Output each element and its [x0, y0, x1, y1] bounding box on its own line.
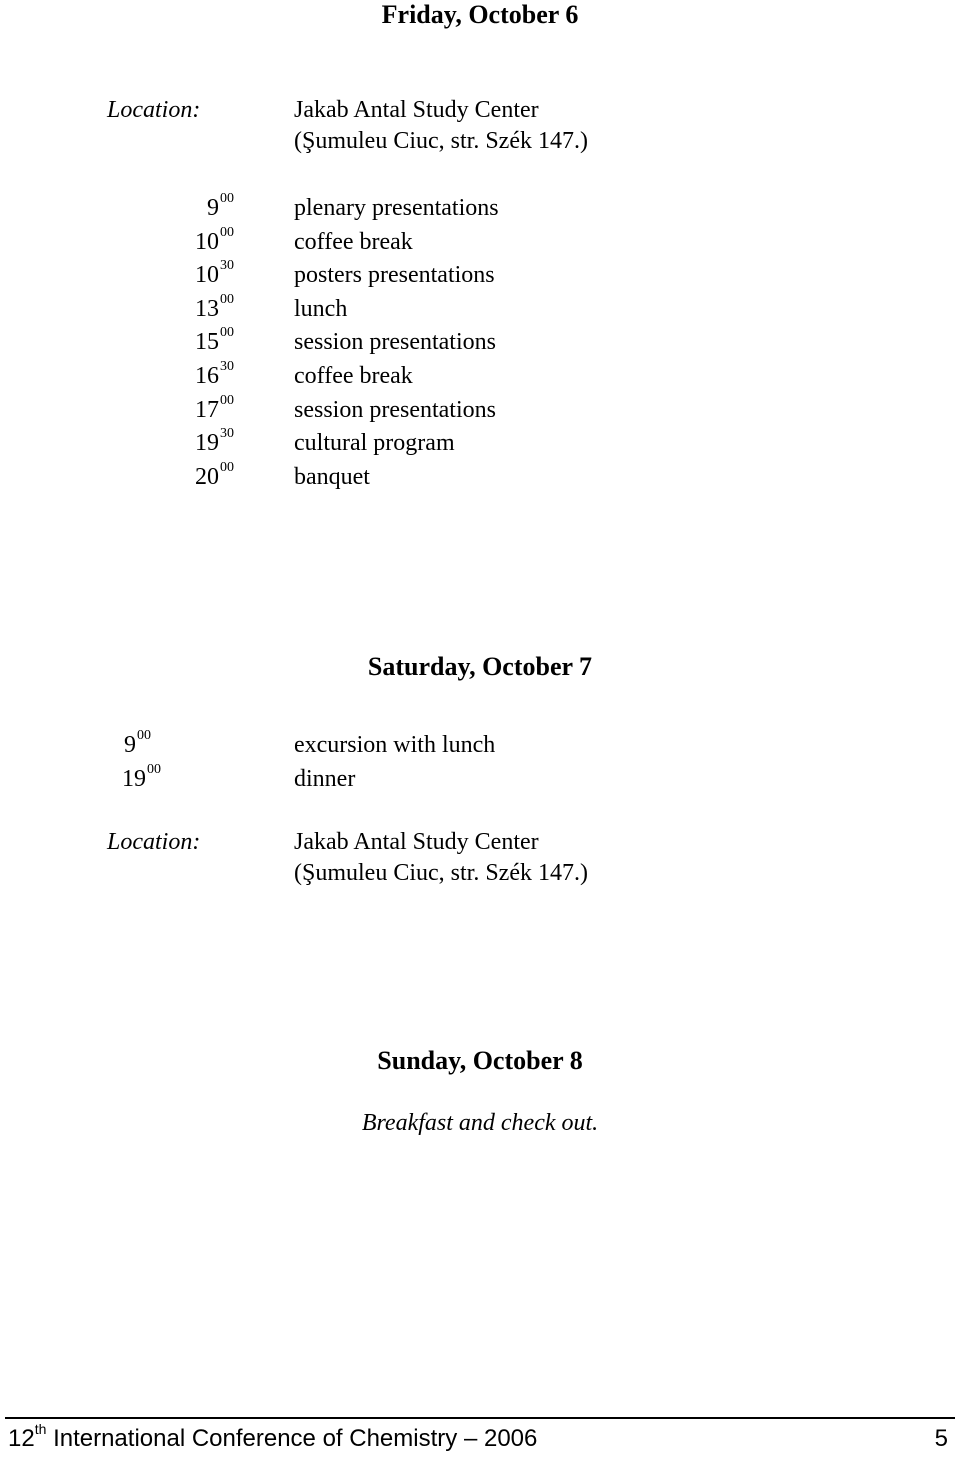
- schedule-activity: posters presentations: [294, 262, 495, 288]
- saturday-location-name: Jakab Antal Study Center: [294, 829, 539, 855]
- schedule-time: $15^{00}$: [195, 325, 234, 355]
- schedule-activity: session presentations: [294, 397, 496, 423]
- footer-conference: 12th International Conference of Chemistry – 2006: [8, 1421, 538, 1452]
- schedule-time: $9^{00}$: [124, 728, 151, 758]
- schedule-activity: banquet: [294, 464, 370, 490]
- schedule-row: [0, 393, 960, 431]
- schedule-row: [0, 728, 960, 766]
- schedule-row: [0, 460, 960, 498]
- schedule-time: $10^{30}$: [195, 258, 234, 288]
- schedule-row: [0, 258, 960, 296]
- schedule-time: $19^{00}$: [122, 762, 161, 792]
- schedule-row: [0, 359, 960, 397]
- saturday-location-address: (Şumuleu Ciuc, str. Szék 147.): [294, 860, 588, 886]
- friday-location-label: Location:: [107, 97, 201, 123]
- sunday-title: Sunday, October 8: [377, 1046, 583, 1075]
- schedule-activity: coffee break: [294, 229, 413, 255]
- page-footer: [8, 1421, 948, 1455]
- schedule-activity: plenary presentations: [294, 195, 499, 221]
- page-number: 5: [934, 1425, 948, 1452]
- schedule-time: $13^{00}$: [195, 292, 234, 322]
- schedule-time: $17^{00}$: [195, 393, 234, 423]
- friday-location-address: (Şumuleu Ciuc, str. Szék 147.): [294, 128, 588, 154]
- schedule-row: [0, 762, 960, 800]
- schedule-row: [0, 292, 960, 330]
- schedule-row: [0, 426, 960, 464]
- schedule-time: $16^{30}$: [195, 359, 234, 389]
- sunday-note: Breakfast and check out.: [361, 1110, 599, 1136]
- schedule-activity: session presentations: [294, 329, 496, 355]
- schedule-time: $10^{00}$: [195, 225, 234, 255]
- schedule-row: [0, 225, 960, 263]
- schedule-activity: dinner: [294, 766, 356, 792]
- schedule-time: $19^{30}$: [195, 426, 234, 456]
- friday-location: [294, 95, 588, 157]
- footer-divider: [5, 1417, 955, 1419]
- friday-title: Friday, October 6: [381, 0, 579, 29]
- schedule-activity: cultural program: [294, 430, 455, 456]
- saturday-location: [294, 827, 588, 889]
- schedule-row: [0, 325, 960, 363]
- schedule-time: $20^{00}$: [195, 460, 234, 490]
- schedule-row: [0, 191, 960, 229]
- saturday-location-label: Location:: [107, 829, 201, 855]
- schedule-time: $9^{00}$: [207, 191, 234, 221]
- saturday-title: Saturday, October 7: [367, 652, 593, 681]
- schedule-activity: coffee break: [294, 363, 413, 389]
- friday-location-name: Jakab Antal Study Center: [294, 97, 539, 123]
- schedule-activity: lunch: [294, 296, 348, 322]
- schedule-activity: excursion with lunch: [294, 732, 496, 758]
